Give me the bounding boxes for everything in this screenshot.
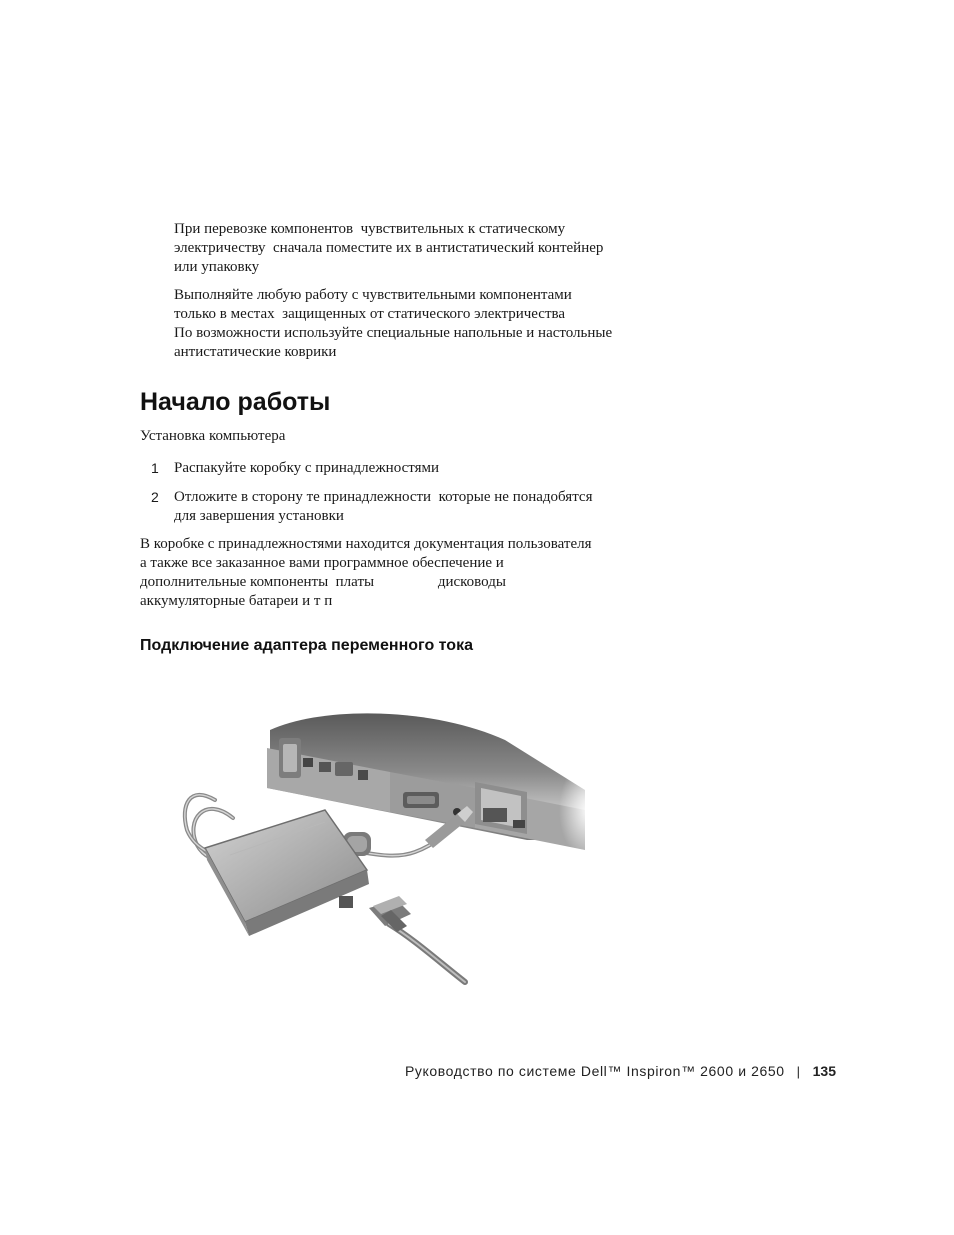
intro-text: Установка компьютера <box>140 428 286 444</box>
step-number: 2 <box>151 489 159 505</box>
text-line: При перевозке компонентов чувствительных к статическому <box>174 221 566 237</box>
text-line: Распакуйте коробку с принадлежностями <box>174 460 440 476</box>
ac-power-cord <box>369 896 465 982</box>
text-line: Отложите в сторону те принадлежности которые не понадобятся <box>174 489 593 505</box>
section-intro <box>140 427 285 446</box>
step-item <box>140 488 660 528</box>
page-number: 135 <box>812 1063 836 1079</box>
step-item <box>140 459 660 479</box>
ac-adapter <box>205 810 369 936</box>
step-number: 1 <box>151 460 159 476</box>
text-line: электричеству сначала поместите их в антистатический контейнер <box>174 240 604 256</box>
adapter-ac-port <box>339 896 353 908</box>
caution-paragraph-2 <box>174 286 654 362</box>
text-line: а также все заказанное вами программное обеспечение и <box>140 555 504 571</box>
text-line: По возможности используйте специальные напольные и настольные <box>174 325 613 341</box>
step-text <box>174 459 439 478</box>
text-line: антистатические коврики <box>174 344 337 360</box>
box-contents-paragraph <box>140 535 660 611</box>
text-line: дополнительные компоненты платы дисководы <box>140 574 506 590</box>
ac-adapter-illustration <box>175 700 595 990</box>
text-line: В коробке с принадлежностями находится документация пользователя <box>140 536 592 552</box>
step-text <box>174 488 593 526</box>
page-footer <box>405 1062 836 1081</box>
text-line: или упаковку <box>174 259 260 275</box>
section-title: Начало работы <box>140 388 331 416</box>
caution-paragraph-1 <box>174 220 654 277</box>
text-line: только в местах защищенных от статического электричества <box>174 306 566 322</box>
text-line: для завершения установки <box>174 508 344 524</box>
text-line: Выполняйте любую работу с чувствительными компонентами <box>174 287 572 303</box>
subsection-title: Подключение адаптера переменного тока <box>140 637 473 654</box>
text-line: аккумуляторные батареи и т п <box>140 593 333 609</box>
footer-separator: | <box>796 1064 801 1079</box>
guide-title: Руководство по системе Dell™ Inspiron™ 2600 и 2650 <box>404 1063 785 1079</box>
